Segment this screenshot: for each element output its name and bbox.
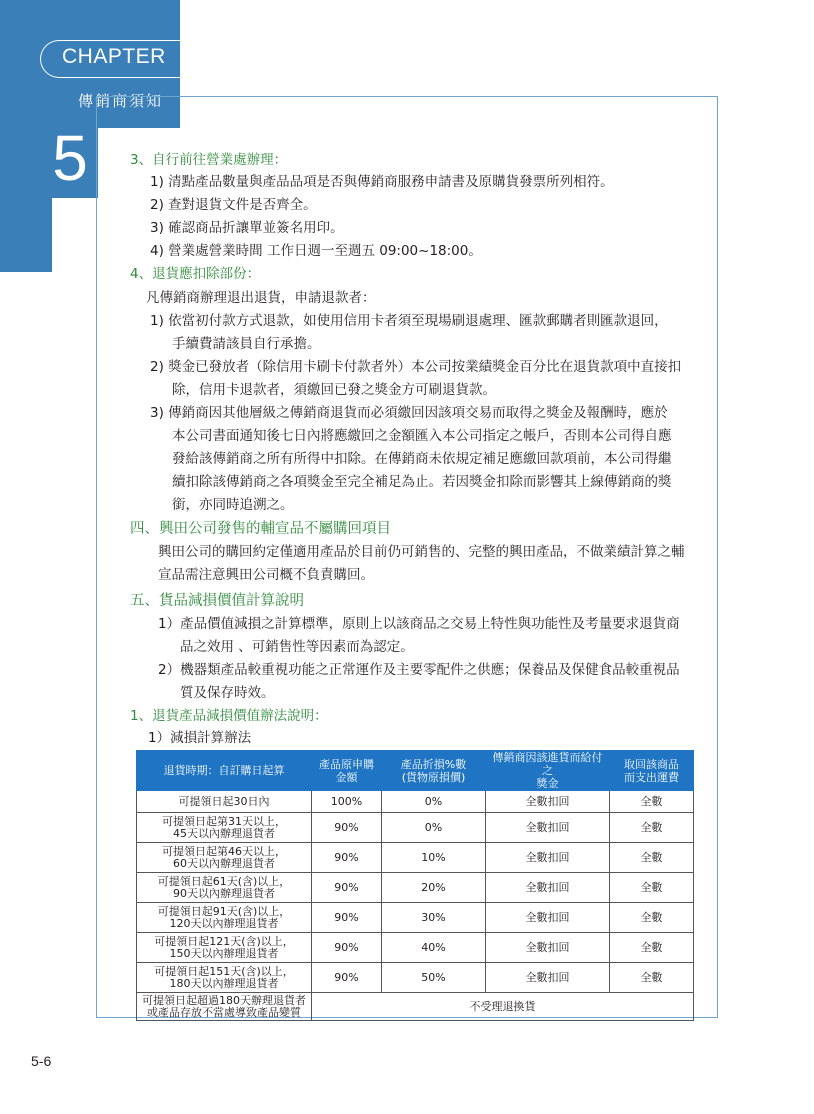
list-item-cont: 質及保存時效。	[180, 685, 275, 701]
column-header: 傳銷商因該進貨而給付之 獎金	[486, 751, 610, 791]
table-cell: 全數	[610, 813, 694, 843]
section-heading-4: 四、興田公司發售的輔宣品不屬購回項目	[130, 521, 391, 537]
table-cell: 全數	[610, 963, 694, 993]
list-item: 1) 依當初付款方式退款，如使用信用卡者須至現場刷退處理、匯款郵購者則匯款退回，	[150, 313, 668, 329]
table-cell: 全數	[610, 791, 694, 813]
table-cell: 可提領日起91天(含)以上， 120天以內辦理退貨者	[137, 903, 312, 933]
table-cell: 可提領日起61天(含)以上， 90天以內辦理退貨者	[137, 873, 312, 903]
table-cell-merged: 不受理退換貨	[312, 993, 694, 1021]
paragraph: 興田公司的購回約定僅適用產品於目前仍可銷售的、完整的興田產品，不做業績計算之輔	[158, 544, 685, 560]
subsection-subheading: 1）減損計算辦法	[148, 730, 252, 746]
list-item: 3) 確認商品折讓單並簽名用印。	[150, 220, 344, 236]
table-cell: 全數	[610, 933, 694, 963]
list-item: 4) 營業處營業時間 工作日週一至週五 09:00~18:00。	[150, 243, 482, 259]
table-cell: 全數扣回	[486, 933, 610, 963]
table-cell: 全數扣回	[486, 791, 610, 813]
column-header: 產品原申購 金額	[312, 751, 382, 791]
table-cell: 40%	[382, 933, 486, 963]
list-item-cont: 續扣除該傳銷商之各項獎金至完全補足為止。若因獎金扣除而影響其上線傳銷商的獎	[172, 474, 672, 490]
chapter-number: 5	[42, 118, 98, 198]
table-row	[137, 933, 694, 963]
table-cell: 可提領日起第31天以上， 45天以內辦理退貨者	[137, 813, 312, 843]
table-cell: 100%	[312, 791, 382, 813]
table-row	[137, 903, 694, 933]
list-item-cont: 手續費請該員自行承擔。	[172, 336, 321, 352]
table-cell: 90%	[312, 813, 382, 843]
table-cell: 可提領日起151天(含)以上， 180天以內辦理退貨者	[137, 963, 312, 993]
table-row	[137, 843, 694, 873]
chapter-word: CHAPTER	[62, 45, 166, 68]
list-item: 2) 查對退貨文件是否齊全。	[150, 197, 317, 213]
table-cell: 0%	[382, 791, 486, 813]
deduction-table	[136, 750, 694, 1021]
table-cell: 全數扣回	[486, 903, 610, 933]
table-cell: 全數扣回	[486, 813, 610, 843]
list-item-cont: 品之效用 、可銷售性等因素而為認定。	[180, 639, 414, 655]
list-item: 2）機器類產品較重視功能之正常運作及主要零配件之供應；保養品及保健食品較重視品	[158, 662, 680, 678]
list-item: 1）產品價值減損之計算標準，原則上以該商品之交易上特性與功能性及考量要求退貨商	[158, 616, 680, 632]
table-cell: 全數	[610, 903, 694, 933]
list-item-cont: 除，信用卡退款者，須繳回已發之獎金方可刷退貨款。	[172, 382, 496, 398]
column-header: 退貨時期：自訂購日起算	[137, 751, 312, 791]
table-row	[137, 963, 694, 993]
table-cell: 全數扣回	[486, 843, 610, 873]
table-cell: 0%	[382, 813, 486, 843]
column-header: 取回該商品 而支出運費	[610, 751, 694, 791]
table-cell: 90%	[312, 933, 382, 963]
table-cell: 可提領日起第46天以上， 60天以內辦理退貨者	[137, 843, 312, 873]
table-cell: 10%	[382, 843, 486, 873]
list-item: 3) 傳銷商因其他層級之傳銷商退貨而必須繳回因該項交易而取得之獎金及報酬時，應於	[150, 405, 668, 421]
table-cell: 全數	[610, 873, 694, 903]
list-item-cont: 發給該傳銷商之所有所得中扣除。在傳銷商未依規定補足應繳回款項前，本公司得繼	[172, 451, 672, 467]
table-row	[137, 791, 694, 813]
table-header-row	[137, 751, 694, 791]
table-row	[137, 993, 694, 1021]
section-3-heading: 3、自行前往營業處辦理：	[130, 152, 288, 168]
table-cell: 可提領日起超過180天辦理退貨者 或產品存放不當處導致產品變質	[137, 993, 312, 1021]
table-cell: 90%	[312, 843, 382, 873]
paragraph: 宣品需注意興田公司概不負責購回。	[158, 567, 374, 583]
section-4-heading: 4、退貨應扣除部份：	[130, 266, 261, 282]
table-row	[137, 813, 694, 843]
list-item-cont: 銜，亦同時追溯之。	[172, 497, 294, 513]
page-number: 5-6	[31, 1053, 52, 1069]
table-cell: 90%	[312, 903, 382, 933]
table-cell: 20%	[382, 873, 486, 903]
table-cell: 可提領日起30日內	[137, 791, 312, 813]
list-item-cont: 本公司書面通知後七日內將應繳回之金額匯入本公司指定之帳戶，否則本公司得自應	[172, 428, 672, 444]
list-item: 2) 獎金已發放者（除信用卡刷卡付款者外）本公司按業績獎金百分比在退貨款項中直接扣	[150, 359, 682, 375]
table-cell: 可提領日起121天(含)以上， 150天以內辦理退貨者	[137, 933, 312, 963]
table-cell: 90%	[312, 963, 382, 993]
section-heading-5: 五、貨品減損價值計算說明	[130, 593, 304, 609]
list-item: 1) 清點產品數量與產品品項是否與傳銷商服務申請書及原購貨發票所列相符。	[150, 174, 614, 190]
table-row	[137, 873, 694, 903]
paragraph: 凡傳銷商辦理退出退貨，申請退款者：	[146, 290, 376, 306]
table-cell: 全數扣回	[486, 873, 610, 903]
table-cell: 50%	[382, 963, 486, 993]
table-cell: 90%	[312, 873, 382, 903]
chapter-title: 傳銷商須知	[78, 92, 164, 110]
table-cell: 全數	[610, 843, 694, 873]
column-header: 產品折損%數 (貨物原損價)	[382, 751, 486, 791]
table-cell: 全數扣回	[486, 963, 610, 993]
table-cell: 30%	[382, 903, 486, 933]
subsection-heading: 1、退貨產品減損價值辦法說明：	[130, 708, 328, 724]
